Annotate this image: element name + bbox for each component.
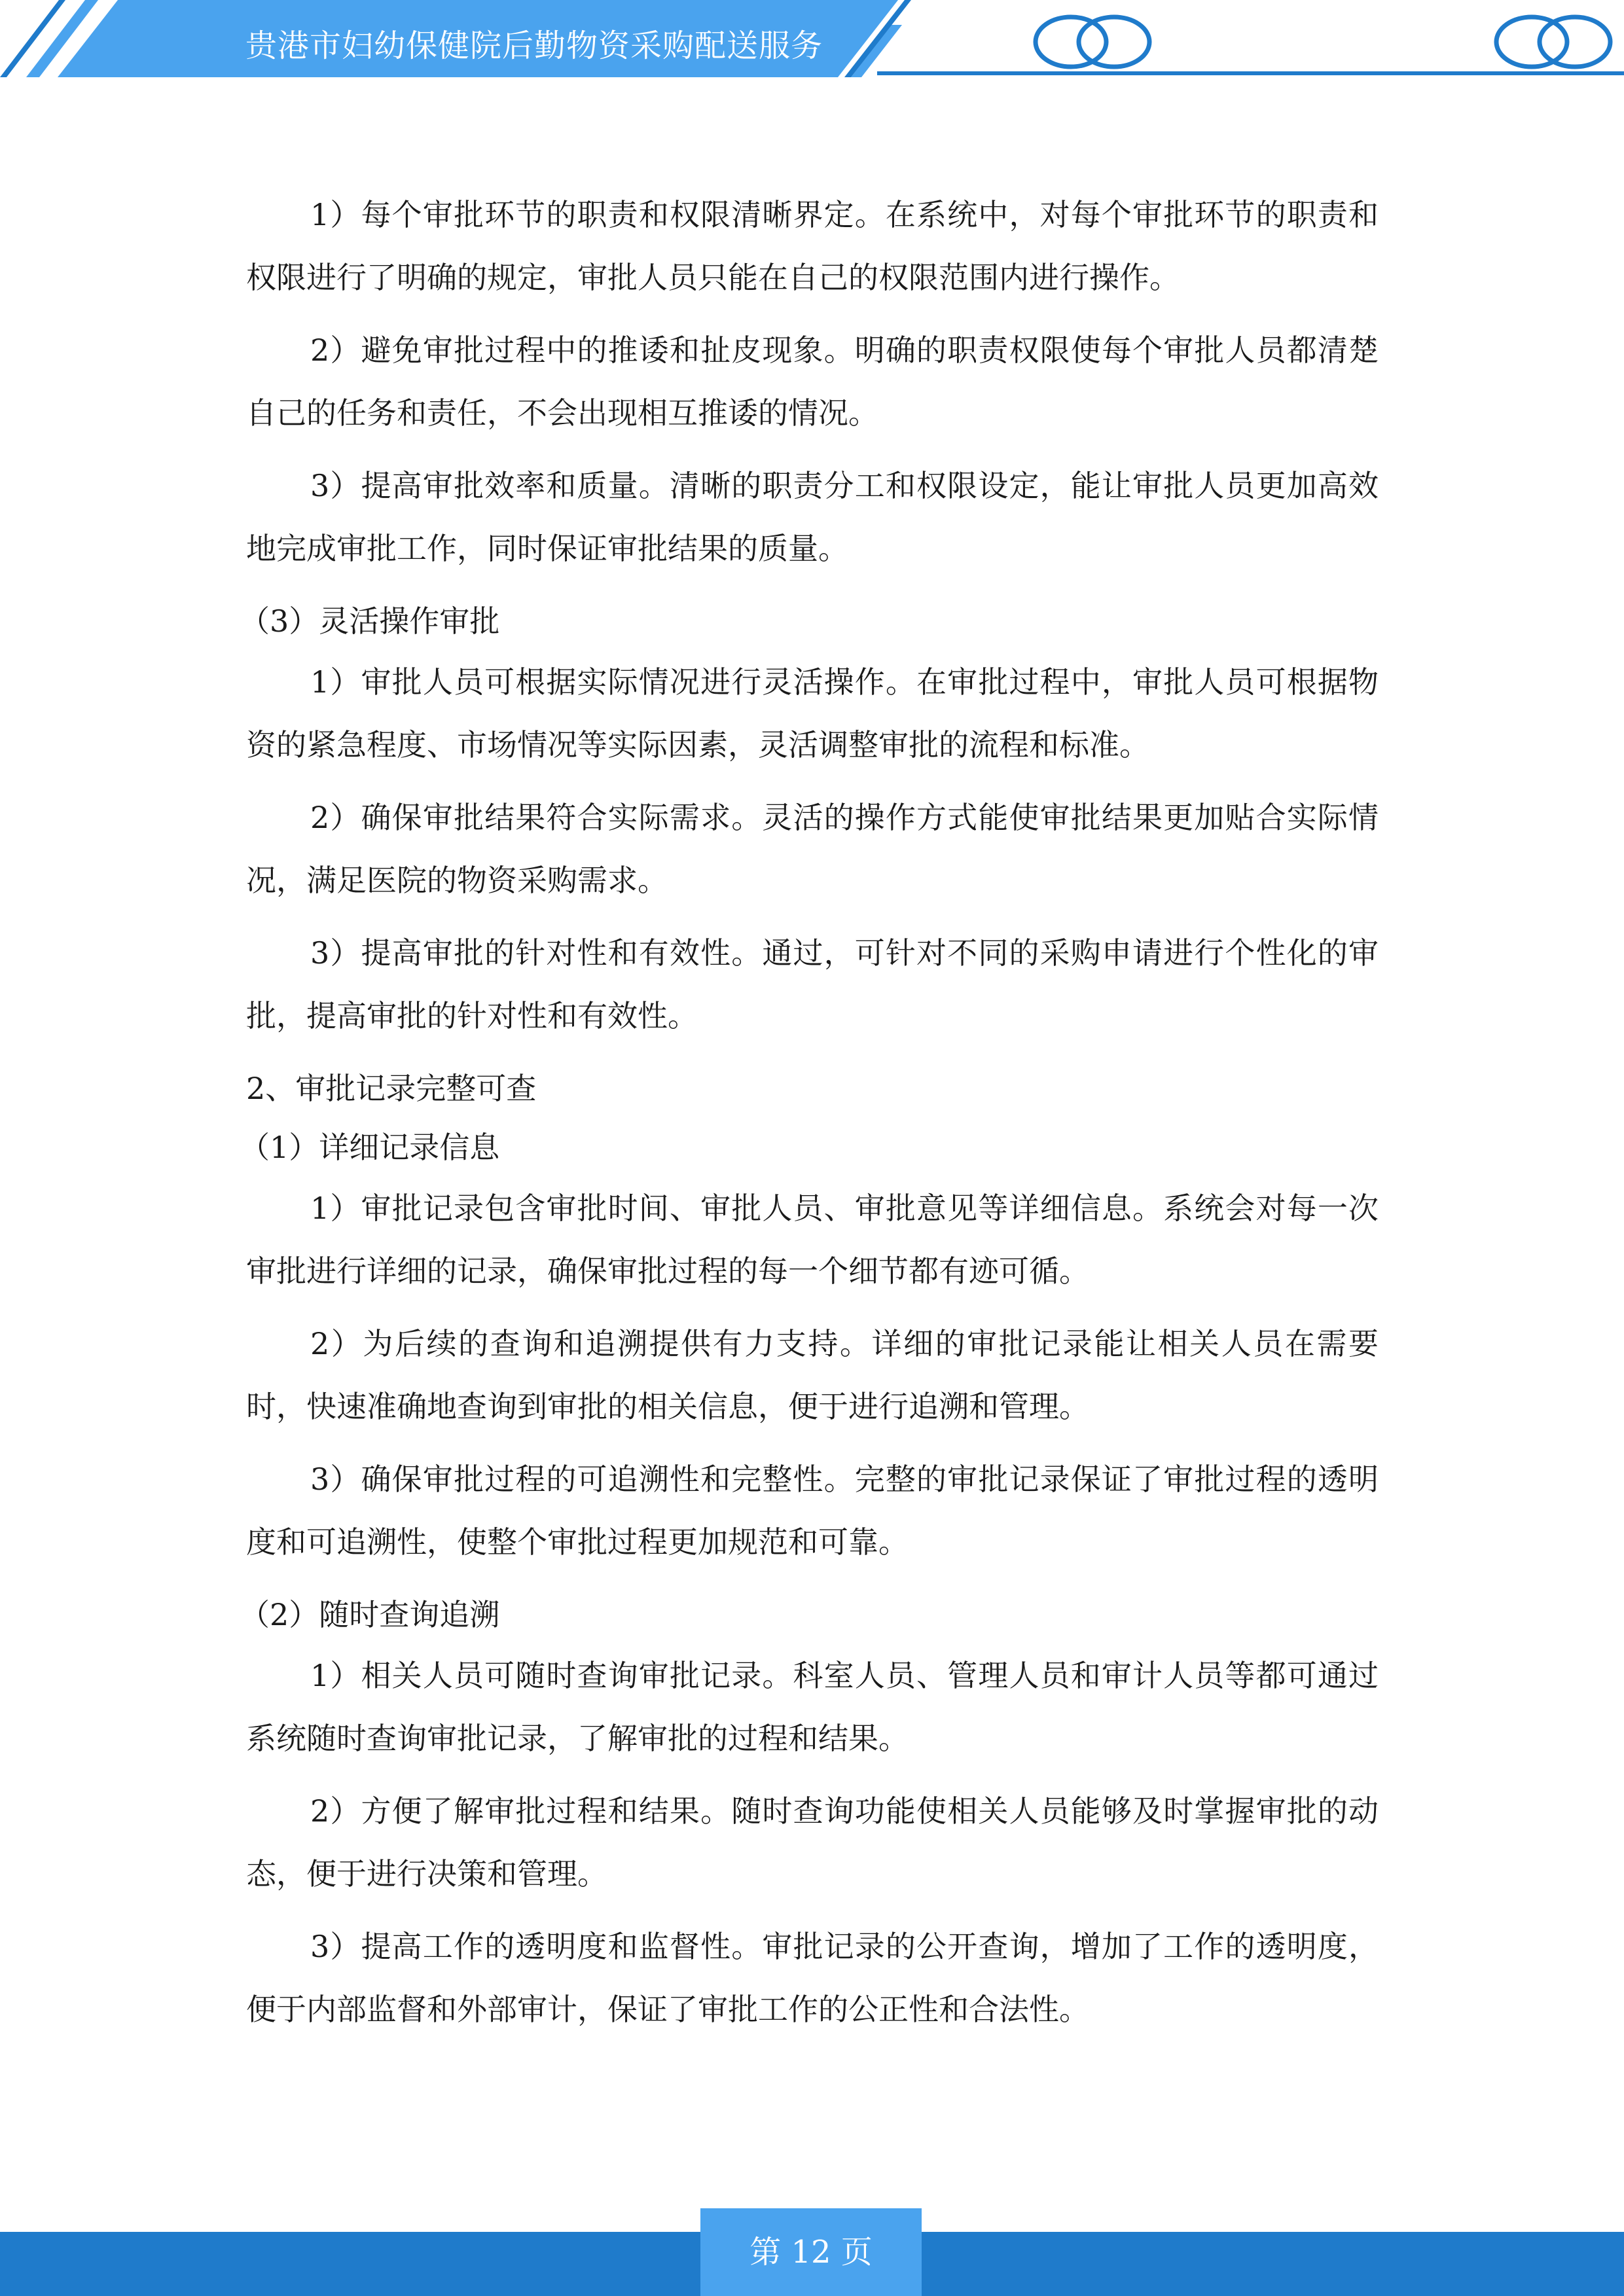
rings-logo-icon — [1036, 17, 1149, 67]
rings-logo-icon-right — [1496, 17, 1610, 67]
document-body — [240, 183, 1379, 2051]
header-title: 贵港市妇幼保健院后勤物资采购配送服务 — [245, 27, 823, 64]
paragraph: 2）确保审批结果符合实际需求。灵活的操作方式能使审批结果更加贴合实际情况，满足医院的物资采购需求。 — [246, 800, 1379, 898]
paragraph: 2）方便了解审批过程和结果。随时查询功能使相关人员能够及时掌握审批的动态，便于进行决策和管理。 — [246, 1793, 1379, 1892]
paragraph: 1）相关人员可随时查询审批记录。科室人员、管理人员和审计人员等都可通过系统随时查询审批记录，了解审批的过程和结果。 — [246, 1658, 1379, 1756]
paragraph: 3）提高审批的针对性和有效性。通过，可针对不同的采购申请进行个性化的审批，提高审批的针对性和有效性。 — [246, 935, 1379, 1033]
page-header — [0, 0, 1624, 85]
paragraph: 1）审批人员可根据实际情况进行灵活操作。在审批过程中，审批人员可根据物资的紧急程度、市场情况等实际因素，灵活调整审批的流程和标准。 — [246, 664, 1379, 762]
subsection-heading: （3）灵活操作审批 — [240, 603, 500, 639]
subsection-heading: （2）随时查询追溯 — [240, 1597, 500, 1632]
paragraph: 3）提高工作的透明度和监督性。审批记录的公开查询，增加了工作的透明度，便于内部监督和外部审计，保证了审批工作的公正性和合法性。 — [246, 1929, 1379, 2027]
page-number: 第 12 页 — [700, 2208, 922, 2296]
paragraph: 3）确保审批过程的可追溯性和完整性。完整的审批记录保证了审批过程的透明度和可追溯性，使整个审批过程更加规范和可靠。 — [246, 1462, 1379, 1560]
subsection-heading: （1）详细记录信息 — [240, 1130, 500, 1165]
paragraph: 2）为后续的查询和追溯提供有力支持。详细的审批记录能让相关人员在需要时，快速准确地查询到审批的相关信息，便于进行追溯和管理。 — [246, 1326, 1379, 1424]
section-heading: 2、审批记录完整可查 — [246, 1071, 537, 1106]
paragraph: 1）审批记录包含审批时间、审批人员、审批意见等详细信息。系统会对每一次审批进行详细的记录，确保审批过程的每一个细节都有迹可循。 — [246, 1191, 1379, 1289]
paragraph: 1）每个审批环节的职责和权限清晰界定。在系统中，对每个审批环节的职责和权限进行了明确的规定，审批人员只能在自己的权限范围内进行操作。 — [246, 197, 1379, 295]
paragraph: 2）避免审批过程中的推诿和扯皮现象。明确的职责权限使每个审批人员都清楚自己的任务和责任，不会出现相互推诿的情况。 — [246, 332, 1379, 431]
paragraph: 3）提高审批效率和质量。清晰的职责分工和权限设定，能让审批人员更加高效地完成审批工作，同时保证审批结果的质量。 — [246, 468, 1379, 566]
